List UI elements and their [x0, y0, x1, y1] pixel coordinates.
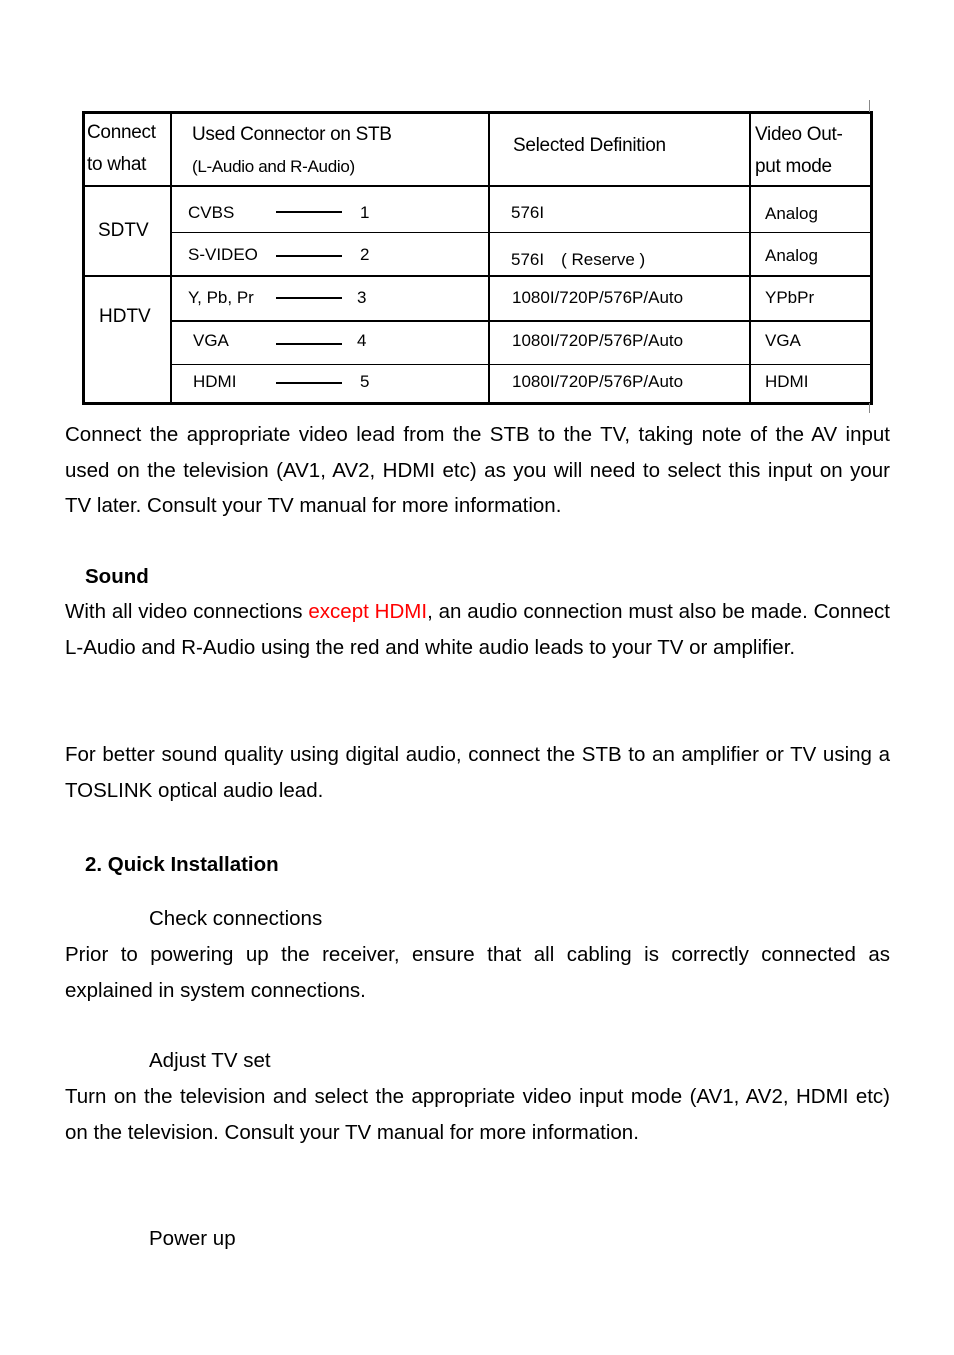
connector-dash	[276, 382, 342, 384]
table-edge-mark	[869, 100, 870, 112]
connector-dash	[276, 297, 342, 299]
table-rule	[85, 275, 870, 277]
table-rule	[170, 114, 172, 402]
group-hdtv: HDTV	[99, 306, 151, 327]
row2-mode: Analog	[765, 246, 818, 265]
row2-number: 2	[360, 245, 370, 264]
row5-definition: 1080I/720P/576P/Auto	[512, 372, 684, 391]
connect-paragraph: Connect the appropriate video lead from the STB to the TV, taking note of the AV input used on the television (AV1, AV2, HDMI etc) as you will need to select this input on your TV later. Consult your TV manual for more information.	[65, 423, 890, 517]
adjust-tv-paragraph: Turn on the television and select the appropriate video input mode (AV1, AV2, HDMI etc) on the television. Consult your TV manual for more information.	[65, 1085, 890, 1144]
sound-paragraph	[65, 594, 890, 665]
header-connect	[87, 117, 156, 181]
sound-heading: Sound	[85, 565, 149, 588]
row1-number: 1	[360, 203, 370, 222]
row2-connector: S-VIDEO	[188, 245, 258, 264]
header-connect-line1: Connect	[87, 122, 156, 143]
row1-connector: CVBS	[188, 203, 235, 222]
row3-number: 3	[357, 288, 367, 307]
connector-dash	[276, 211, 342, 213]
row4-connector: VGA	[193, 331, 229, 350]
row3-mode: YPbPr	[765, 288, 815, 307]
header-connector-line2: (L-Audio and R-Audio)	[192, 157, 355, 176]
check-connections-paragraph: Prior to powering up the receiver, ensure that all cabling is correctly connected as explained in system connections.	[65, 943, 890, 1002]
table-edge-mark	[869, 403, 870, 413]
row5-number: 5	[360, 372, 370, 391]
connector-dash	[276, 255, 342, 257]
power-up-subheading: Power up	[149, 1227, 236, 1250]
sound-text-end: , an audio connection must also be made. Connect L-Audio and R-Audio using the red and white audio leads to your TV or amplifier.	[65, 600, 890, 659]
group-sdtv: SDTV	[98, 220, 149, 241]
sound-text-start: With all video connections	[65, 600, 309, 623]
row4-mode: VGA	[765, 331, 801, 350]
header-definition: Selected Definition	[513, 135, 666, 156]
table-rule	[85, 185, 870, 187]
except-hdmi-highlight: except HDMI	[308, 600, 428, 623]
table-rule	[749, 114, 751, 402]
digital-audio-paragraph: For better sound quality using digital audio, connect the STB to an amplifier or TV using a TOSLINK optical audio lead.	[65, 743, 890, 802]
connector-dash	[276, 343, 342, 345]
row1-mode: Analog	[765, 204, 818, 223]
table-rule	[171, 232, 870, 233]
check-connections-subheading: Check connections	[149, 907, 323, 930]
header-mode	[755, 119, 842, 183]
row1-definition: 576I	[511, 203, 545, 222]
table-rule	[171, 320, 870, 322]
table-rule	[488, 114, 490, 402]
header-connector-line1: Used Connector on STB	[192, 124, 392, 145]
connection-table	[82, 111, 873, 405]
header-connect-line2: to what	[87, 154, 147, 175]
row4-definition: 1080I/720P/576P/Auto	[512, 331, 684, 350]
row5-connector: HDMI	[193, 372, 237, 391]
header-mode-line1: Video Out-	[755, 124, 843, 145]
table-rule	[171, 364, 870, 365]
header-mode-line2: put mode	[755, 156, 832, 177]
header-connector	[192, 119, 392, 183]
row4-number: 4	[357, 331, 367, 350]
row3-definition: 1080I/720P/576P/Auto	[512, 288, 684, 307]
row3-connector: Y, Pb, Pr	[188, 288, 254, 307]
row2-definition: 576I ( Reserve )	[511, 250, 646, 269]
adjust-tv-subheading: Adjust TV set	[149, 1049, 271, 1072]
quick-installation-heading: 2. Quick Installation	[85, 853, 279, 876]
row5-mode: HDMI	[765, 372, 809, 391]
